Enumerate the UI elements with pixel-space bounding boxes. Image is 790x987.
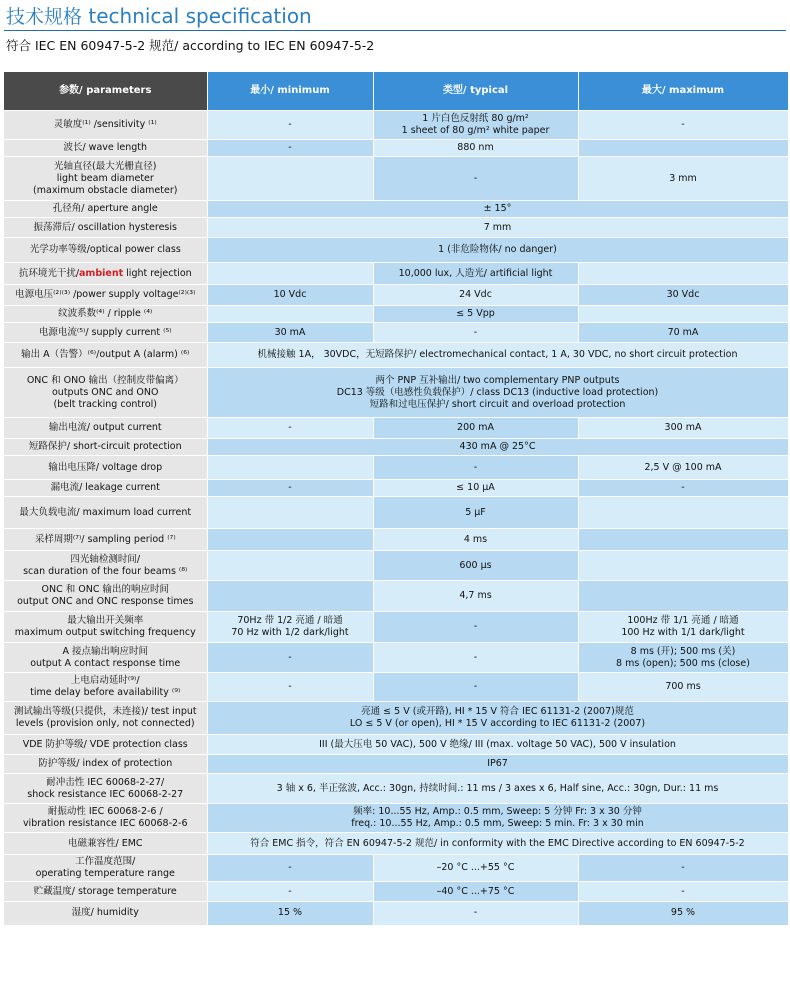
row-value-max: [578, 140, 788, 157]
row-label-pre: 抗环境光干扰/: [18, 267, 80, 279]
table-row: [4, 497, 788, 529]
header-maximum: 最大/ maximum: [578, 72, 788, 111]
table-row: [4, 804, 788, 833]
row-label: 防护等级/ index of protection: [4, 755, 207, 774]
table-row: [4, 343, 788, 368]
row-value-span: IP67: [207, 755, 788, 774]
page-title: [6, 2, 312, 29]
row-value-min: [207, 263, 373, 285]
row-value-max: [578, 529, 788, 551]
title-divider: [4, 30, 786, 31]
row-value-typ: -: [373, 643, 578, 673]
table-row: [4, 702, 788, 735]
row-label: 电源电压⁽²⁾⁽³⁾ /power supply voltage⁽²⁾⁽³⁾: [4, 285, 207, 306]
row-label: 漏电流/ leakage current: [4, 480, 207, 497]
table-row: [4, 306, 788, 323]
row-label: 最大负载电流/ maximum load current: [4, 497, 207, 529]
table-row: [4, 368, 788, 418]
row-value-min: [207, 157, 373, 201]
row-value-span: 7 mm: [207, 218, 788, 238]
row-value-max: 2,5 V @ 100 mA: [578, 456, 788, 480]
row-label: 波长/ wave length: [4, 140, 207, 157]
row-value-typ: 4 ms: [373, 529, 578, 551]
table-row: [4, 882, 788, 902]
row-value-max: -: [578, 855, 788, 882]
row-value-max: [578, 263, 788, 285]
row-value-max: 300 mA: [578, 418, 788, 439]
row-value-min: -: [207, 855, 373, 882]
row-label: 孔径角/ aperture angle: [4, 201, 207, 218]
row-value-min: 10 Vdc: [207, 285, 373, 306]
row-value-typ: -: [373, 456, 578, 480]
row-value-typ: -: [373, 157, 578, 201]
row-value-span: 430 mA @ 25°C: [207, 439, 788, 456]
row-value-min: -: [207, 140, 373, 157]
row-label: [4, 263, 207, 285]
row-label: 输出电压降/ voltage drop: [4, 456, 207, 480]
table-row: [4, 238, 788, 263]
table-row: [4, 418, 788, 439]
row-value-max: 30 Vdc: [578, 285, 788, 306]
row-label: 四光轴检测时间/ scan duration of the four beams ⁽⁸⁾: [4, 551, 207, 581]
row-label: 测试输出等级(只提供，未连接)/ test input levels (provision only, not connected): [4, 702, 207, 735]
row-value-min: [207, 551, 373, 581]
row-label: 输出 A（告警）⁽⁶⁾/output A (alarm) ⁽⁶⁾: [4, 343, 207, 368]
row-value-max: -: [578, 111, 788, 140]
table-row: [4, 323, 788, 343]
row-value-typ: 200 mA: [373, 418, 578, 439]
header-minimum: 最小/ minimum: [207, 72, 373, 111]
row-label-highlight: ambient: [79, 267, 124, 279]
row-value-max: [578, 306, 788, 323]
row-value-typ: -: [373, 612, 578, 643]
row-value-typ: 600 µs: [373, 551, 578, 581]
row-value-max: 100Hz 带 1/1 亮通 / 暗通 100 Hz with 1/1 dark/light: [578, 612, 788, 643]
row-value-min: 30 mA: [207, 323, 373, 343]
row-value-min: -: [207, 480, 373, 497]
row-value-min: [207, 306, 373, 323]
row-value-min: -: [207, 882, 373, 902]
row-label: 光学功率等级/optical power class: [4, 238, 207, 263]
row-value-typ: 10,000 lux, 人造光/ artificial light: [373, 263, 578, 285]
row-value-max: 3 mm: [578, 157, 788, 201]
row-label: 耐冲击性 IEC 60068-2-27/ shock resistance IEC 60068-2-27: [4, 774, 207, 804]
row-value-min: [207, 529, 373, 551]
row-label: 纹波系数⁽⁴⁾ / ripple ⁽⁴⁾: [4, 306, 207, 323]
row-label: ONC 和 ONC 输出的响应时间 output ONC and ONC response times: [4, 581, 207, 612]
row-label: 电源电流⁽⁵⁾/ supply current ⁽⁵⁾: [4, 323, 207, 343]
row-value-span: 两个 PNP 互补输出/ two complementary PNP outputs DC13 等级（电感性负载保护）/ class DC13 (inductive load protection) 短路和过电压保护/ short circuit and overload protection: [207, 368, 788, 418]
table-header-row: [4, 72, 788, 111]
table-row: [4, 111, 788, 140]
row-value-min: [207, 497, 373, 529]
table-row: [4, 157, 788, 201]
row-value-span: ± 15°: [207, 201, 788, 218]
page-title-cn: 技术规格: [6, 6, 83, 28]
row-value-max: -: [578, 480, 788, 497]
row-value-min: 70Hz 带 1/2 亮通 / 暗通 70 Hz with 1/2 dark/light: [207, 612, 373, 643]
page-subtitle: 符合 IEC EN 60947-5-2 规范/ according to IEC EN 60947-5-2: [6, 38, 375, 53]
row-value-max: 8 ms (开); 500 ms (关) 8 ms (open); 500 ms (close): [578, 643, 788, 673]
row-value-typ: ≤ 5 Vpp: [373, 306, 578, 323]
row-label-post: light rejection: [123, 267, 192, 279]
row-value-typ: -: [373, 902, 578, 925]
table-row: [4, 902, 788, 925]
row-value-typ: 1 片白色反射纸 80 g/m² 1 sheet of 80 g/m² white paper: [373, 111, 578, 140]
table-row: [4, 285, 788, 306]
row-value-min: [207, 581, 373, 612]
row-value-span: III (最大压电 50 VAC), 500 V 绝缘/ III (max. voltage 50 VAC), 500 V insulation: [207, 735, 788, 755]
row-label: 输出电流/ output current: [4, 418, 207, 439]
row-value-typ: 4,7 ms: [373, 581, 578, 612]
row-label: 短路保护/ short-circuit protection: [4, 439, 207, 456]
row-label: 最大输出开关频率 maximum output switching frequency: [4, 612, 207, 643]
row-label: VDE 防护等级/ VDE protection class: [4, 735, 207, 755]
row-value-max: [578, 497, 788, 529]
row-value-max: 95 %: [578, 902, 788, 925]
row-value-min: [207, 456, 373, 480]
table-row: [4, 855, 788, 882]
row-value-min: 15 %: [207, 902, 373, 925]
table-row: [4, 581, 788, 612]
row-value-span: 机械接触 1A， 30VDC，无短路保护/ electromechanical contact, 1 A, 30 VDC, no short circuit protection: [207, 343, 788, 368]
spec-table: [4, 72, 789, 925]
table-row: [4, 643, 788, 673]
row-value-span: 频率: 10...55 Hz, Amp.: 0.5 mm, Sweep: 5 分钟 Fr: 3 x 30 分钟 freq.: 10...55 Hz, Amp.: 0.5 mm, Sweep: 5 min. Fr: 3 x 30 min: [207, 804, 788, 833]
row-value-span: 符合 EMC 指令，符合 EN 60947-5-2 规范/ in conformity with the EMC Directive according to EN 60947-5-2: [207, 833, 788, 855]
table-row: [4, 612, 788, 643]
row-value-typ: 5 µF: [373, 497, 578, 529]
row-value-typ: –40 °C ...+75 °C: [373, 882, 578, 902]
row-label: 贮藏温度/ storage temperature: [4, 882, 207, 902]
row-label: 光轴直径(最大光栅直径) light beam diameter (maximum obstacle diameter): [4, 157, 207, 201]
row-value-typ: 24 Vdc: [373, 285, 578, 306]
row-label: 电磁兼容性/ EMC: [4, 833, 207, 855]
row-label: 耐振动性 IEC 60068-2-6 / vibration resistance IEC 60068-2-6: [4, 804, 207, 833]
table-row: [4, 735, 788, 755]
table-row: [4, 456, 788, 480]
table-row: [4, 480, 788, 497]
row-label: 灵敏度⁽¹⁾ /sensitivity ⁽¹⁾: [4, 111, 207, 140]
row-value-max: [578, 551, 788, 581]
row-value-min: -: [207, 111, 373, 140]
table-row: [4, 551, 788, 581]
table-row: [4, 673, 788, 702]
row-value-max: -: [578, 882, 788, 902]
table-row: [4, 774, 788, 804]
header-parameters: 参数/ parameters: [4, 72, 207, 111]
row-value-min: -: [207, 673, 373, 702]
row-value-span: 亮通 ≤ 5 V (或开路), HI * 15 V 符合 IEC 61131-2 (2007)规范 LO ≤ 5 V (or open), HI * 15 V according to IEC 61131-2 (2007): [207, 702, 788, 735]
row-value-max: [578, 581, 788, 612]
row-label: 湿度/ humidity: [4, 902, 207, 925]
row-value-max: 700 ms: [578, 673, 788, 702]
table-row: [4, 833, 788, 855]
table-row: [4, 140, 788, 157]
page-title-en: technical specification: [88, 4, 312, 28]
table-row: [4, 439, 788, 456]
row-value-min: -: [207, 643, 373, 673]
row-label: 振荡滞后/ oscillation hysteresis: [4, 218, 207, 238]
row-label: 采样周期⁽⁷⁾/ sampling period ⁽⁷⁾: [4, 529, 207, 551]
row-label: 工作温度范围/ operating temperature range: [4, 855, 207, 882]
row-value-typ: 880 nm: [373, 140, 578, 157]
row-value-typ: –20 °C ...+55 °C: [373, 855, 578, 882]
table-row: [4, 755, 788, 774]
table-row: [4, 201, 788, 218]
row-value-typ: -: [373, 323, 578, 343]
row-value-span: 3 轴 x 6, 半正弦波, Acc.: 30gn, 持续时间.: 11 ms / 3 axes x 6, Half sine, Acc.: 30gn, Dur.: 11 ms: [207, 774, 788, 804]
row-value-max: 70 mA: [578, 323, 788, 343]
row-value-span: 1 (非危险物体/ no danger): [207, 238, 788, 263]
table-row: [4, 218, 788, 238]
row-label: A 接点输出响应时间 output A contact response time: [4, 643, 207, 673]
table-row: [4, 529, 788, 551]
row-value-typ: ≤ 10 µA: [373, 480, 578, 497]
row-label: ONC 和 ONO 输出（控制皮带偏离） outputs ONC and ONO (belt tracking control): [4, 368, 207, 418]
row-value-typ: -: [373, 673, 578, 702]
row-label: 上电启动延时⁽⁹⁾/ time delay before availability ⁽⁹⁾: [4, 673, 207, 702]
table-row: [4, 263, 788, 285]
row-value-min: -: [207, 418, 373, 439]
header-typical: 类型/ typical: [373, 72, 578, 111]
